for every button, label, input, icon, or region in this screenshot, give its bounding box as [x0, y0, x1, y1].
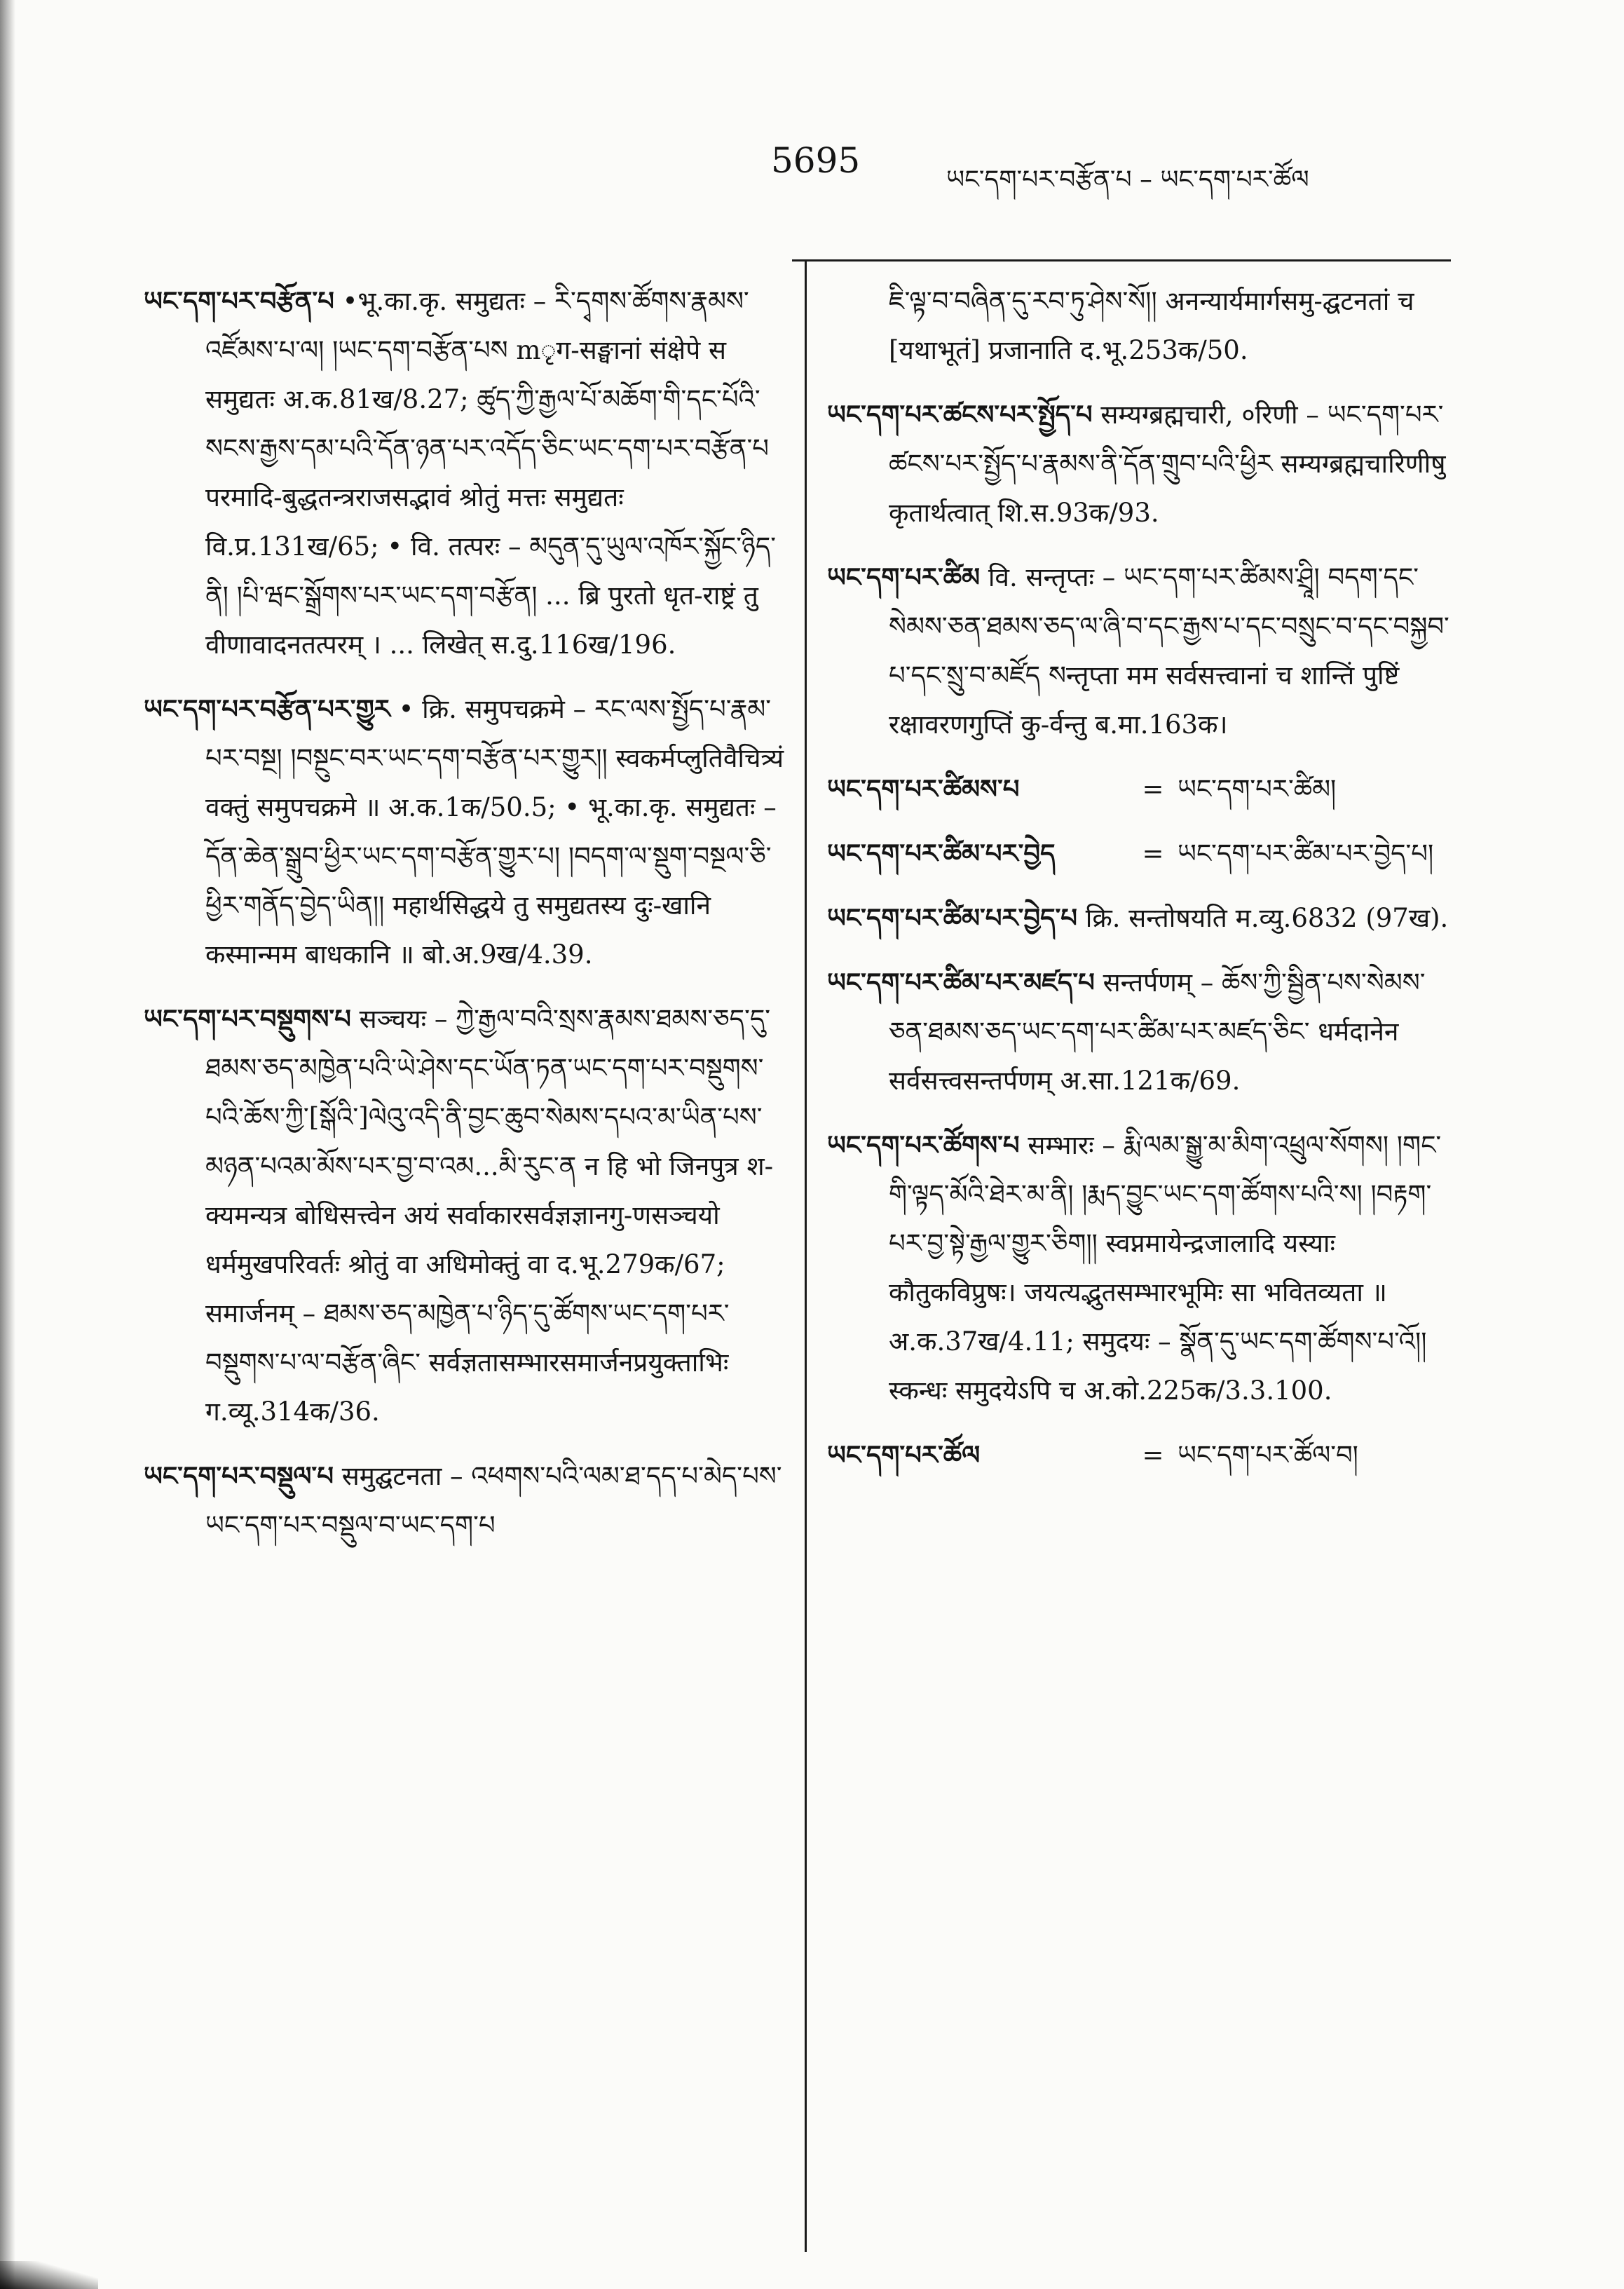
cross-reference-target: ཡང་དག་པར་ཚིམ།	[1178, 774, 1337, 804]
entry-definition: सन्तर्पणम् – ཆོས་ཀྱི་སྦྱིན་པས་སེམས་ཅན་ཐམས་ཅད་ཡང་དག་པར་ཚིམ་པར་མཛད་ཅིང་ धर्मदानेन सर्वसत्त्वसन्तर्पणम् अ.सा.121क/69.	[889, 967, 1426, 1096]
dictionary-entry	[827, 390, 1451, 538]
entry-definition: सम्यग्ब्रह्मचारी, ०रिणी – ཡང་དག་པར་ཚངས་པར་སྤྱོད་པ་རྣམས་ནི་དོན་གྲུབ་པའི་ཕྱིར सम्यग्ब्रह्मचारिणीषु कृतार्थत्वात् शि.स.93क/93.	[889, 400, 1446, 528]
header-rule	[792, 259, 1451, 261]
cross-reference-entry	[827, 765, 1451, 814]
entry-headword: ཡང་དག་པར་ཚིམས་པ	[827, 774, 1020, 804]
entry-continuation	[827, 277, 1451, 375]
entry-definition: क्रि. सन्तोषयति म.व्यु.6832 (97ख).	[1085, 903, 1449, 933]
dictionary-entry	[144, 277, 785, 670]
column-divider	[805, 261, 807, 2252]
entry-definition: ཇི་ལྟ་བ་བཞིན་དུ་རབ་ཏུ་ཤེས་སོ།། अनन्यार्यमार्गसमु-द्घटनतां च [यथाभूतं] प्रजानाति द.भू.253क/50.	[889, 286, 1414, 365]
entry-headword: ཡང་དག་པར་ཚིམ	[827, 562, 981, 592]
right-column	[827, 277, 1451, 1495]
entry-headword: ཡང་དག་པར་ཚིམ་པར་མཛད་པ	[827, 967, 1095, 998]
entry-definition: •भू.का.कृ. समुद्यतः – རི་དྭགས་ཚོགས་རྣམས་འཛོམས་པ་ལ། །ཡང་དག་བརྩོན་པས mृग-सङ्घानां संक्षेपे स समुद्यतः अ.क.81ख/8.27; ཚུད་ཀྱི་རྒྱལ་པོ་མཆོག་གི་དང་པོའི་སངས་རྒྱས་དམ་པའི་དོན་ཉན་པར་འདོད་ཅིང་ཡང་དག་པར་བརྩོན་པ परमादि-बुद्धतन्त्रराजसद्भावं श्रोतुं मत्तः समुद्यतः वि.प्र.131ख/65; • वि. तत्परः – མདུན་དུ་ཡུལ་འཁོར་སྐྱོང་ཉིད་ནི། །པི་ཝང་སྒྲོགས་པར་ཡང་དག་བརྩོན། ... ब्रि पुरतो धृत-राष्ट्रं तु वीणावादनतत्परम् । ... लिखेत् स.दु.116ख/196.	[205, 286, 777, 660]
cross-reference-target: ཡང་དག་པར་ཚོལ་བ།	[1178, 1440, 1358, 1470]
entry-headword: ཡང་དག་པར་ཚངས་པར་སྤྱོད་པ	[827, 400, 1093, 430]
scan-shadow-corner	[0, 2261, 98, 2289]
scan-shadow-left	[0, 0, 15, 2289]
entry-headword: ཡང་དག་པར་བརྩོན་པར་གྱུར	[144, 694, 390, 724]
cross-reference-entry	[827, 829, 1451, 878]
entry-headword: ཡང་དག་པར་ཚོལ	[827, 1440, 981, 1470]
cross-reference-target: ཡང་དག་པར་ཚིམ་པར་བྱེད་པ།	[1178, 838, 1434, 869]
entry-definition: सम्भारः – རྨི་ལམ་སྒྱུ་མ་མིག་འཕྲུལ་སོགས། །གང་གི་ལྟད་མོའི་ཐེར་མ་ནི། །རྨད་བྱུང་ཡང་དག་ཚོགས་པའི་ས། །བརྟག་པར་བྱ་སྟེ་རྒྱལ་གྱུར་ཅིག།། स्वप्नमायेन्द्रजालादि यस्याः कौतुकविप्रुषः। जयत्यद्भुतसम्भारभूमिः सा भवितव्यता ॥ अ.क.37ख/4.11; समुदयः – སྣོན་དུ་ཡང་དག་ཚོགས་པ་འོ།། स्कन्धः समुदयेऽपि च अ.को.225क/3.3.100.	[889, 1130, 1442, 1406]
entry-headword: ཡང་དག་པར་ཚིམ་པར་བྱེད་པ	[827, 903, 1077, 933]
entry-headword: ཡང་དག་པར་བརྩོན་པ	[144, 286, 334, 316]
entry-definition: सञ्चयः – ཀྱེ་རྒྱལ་བའི་སྲས་རྣམས་ཐམས་ཅད་དུ་ཐམས་ཅད་མཁྱེན་པའི་ཡེ་ཤེས་དང་ཡོན་ཏན་ཡང་དག་པར་བསྡུགས་པའི་ཆོས་ཀྱི་[སྒོའི་]ལེའུ་འདི་ནི་བྱང་ཆུབ་སེམས་དཔའ་མ་ཡིན་པས་མཉན་པའམ་མོས་པར་བྱ་བ་འམ...མི་རུང་ན न हि भो जिनपुत्र श-क्यमन्यत्र बोधिसत्त्वेन अयं सर्वाकारसर्वज्ञज्ञानगु-णसञ्चयो धर्ममुखपरिवर्तः श्रोतुं वा अधिमोक्तुं वा द.भू.279क/67; समार्जनम् – ཐམས་ཅད་མཁྱེན་པ་ཉིད་དུ་ཚོགས་ཡང་དག་པར་བསྡུགས་པ་ལ་བརྩོན་ཞིང་ सर्वज्ञतासम्भारसमार्जनप्रयुक्ताभिः ग.व्यू.314क/36.	[205, 1004, 774, 1427]
running-head: ཡང་དག་པར་བརྩོན་པ – ཡང་དག་པར་ཚོལ	[946, 165, 1309, 194]
equals-sign: =	[1142, 774, 1164, 804]
equals-sign: =	[1142, 838, 1164, 869]
entry-definition: वि. सन्तृप्तः – ཡང་དག་པར་ཚིམས་ཤྲཱི། བདག་དང་སེམས་ཅན་ཐམས་ཅད་ལ་ཞི་བ་དང་རྒྱས་པ་དང་བསྲུང་བ་དང་བསྐྱབ་པ་དང་སྲུ་བ་མཛོད སन्तृप्ता मम सर्वसत्त्वानां च शान्तिं पुष्टिं रक्षावरणगुप्तिं कु-र्वन्तु ब.मा.163क।	[889, 562, 1449, 740]
page-number: 5695	[771, 140, 861, 181]
dictionary-entry	[144, 685, 785, 979]
dictionary-entry	[827, 958, 1451, 1106]
dictionary-entry	[827, 553, 1451, 749]
entry-definition: • क्रि. समुपचक्रमे – རང་ལས་སྤྱོད་པ་རྣམ་པར་བསྔ། །བསྔུང་བར་ཡང་དག་བརྩོན་པར་གྱུར།། स्वकर्मप्लुतिवैचित्र्यं वक्तुं समुपचक्रमे ॥ अ.क.1क/50.5; • भू.का.कृ. समुद्यतः – དོན་ཆེན་སྒྲུབ་ཕྱིར་ཡང་དག་བརྩོན་གྱུར་པ། །བདག་ལ་སྡུག་བསྔལ་ཅི་ཕྱིར་གནོད་བྱེད་ཡིན།། महार्थसिद्धये तु समुद्यतस्य दुः-खानि कस्मान्मम बाधकानि ॥ बो.अ.9ख/4.39.	[205, 694, 784, 970]
entry-headword: ཡང་དག་པར་བསྡུལ་པ	[144, 1461, 334, 1491]
entry-headword: ཡང་དག་པར་ཚིམ་པར་བྱེད	[827, 838, 1056, 869]
dictionary-entry	[827, 1121, 1451, 1415]
left-column	[144, 277, 785, 1565]
entry-definition: समुद्घटनता – འཕགས་པའི་ལམ་ཐ་དད་པ་མེད་པས་ཡང་དག་པར་བསྡུལ་བ་ཡང་དག་པ	[205, 1461, 782, 1540]
dictionary-entry	[144, 1452, 785, 1550]
dictionary-entry	[144, 995, 785, 1436]
entry-headword: ཡང་དག་པར་ཚོགས་པ	[827, 1130, 1020, 1160]
dictionary-entry	[827, 894, 1451, 943]
entry-headword: ཡང་དག་པར་བསྡུགས་པ	[144, 1004, 351, 1034]
equals-sign: =	[1142, 1440, 1164, 1470]
cross-reference-entry	[827, 1431, 1451, 1480]
